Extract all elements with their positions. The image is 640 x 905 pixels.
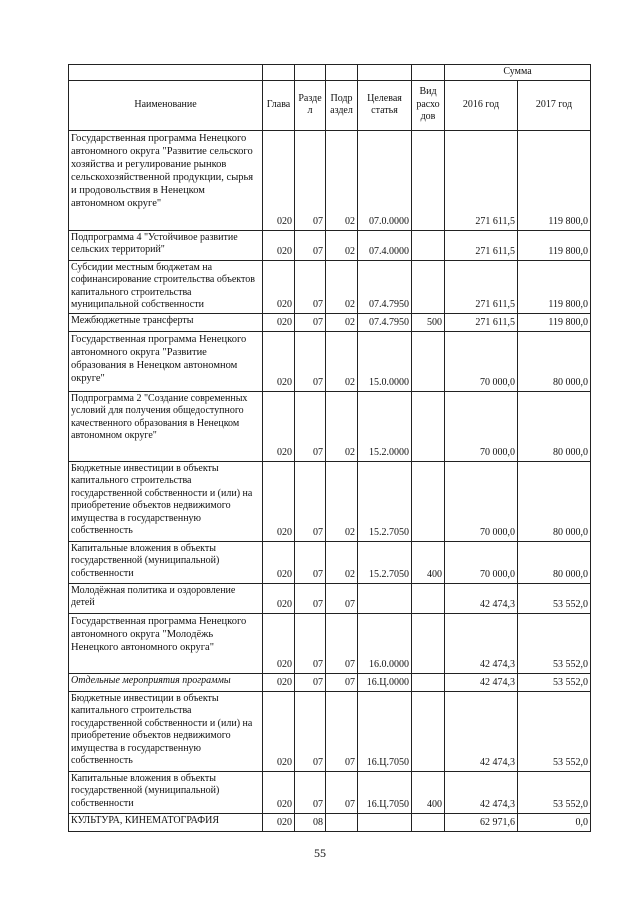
row-glava: 020 [263, 391, 295, 461]
row-podrazdel: 02 [326, 130, 358, 230]
row-2017: 53 552,0 [518, 613, 591, 673]
row-razdel: 07 [295, 260, 326, 313]
row-vid [412, 673, 445, 691]
row-podrazdel: 02 [326, 230, 358, 260]
row-glava: 020 [263, 331, 295, 391]
row-glava: 020 [263, 673, 295, 691]
row-glava: 020 [263, 613, 295, 673]
table-row [69, 691, 591, 771]
table-row [69, 813, 591, 831]
row-tselevaya: 16.Ц.7050 [358, 691, 412, 771]
row-glava: 020 [263, 313, 295, 331]
header-blank [358, 65, 412, 81]
header-row-top [69, 65, 591, 81]
table-row [69, 130, 591, 230]
row-podrazdel: 02 [326, 391, 358, 461]
row-razdel: 07 [295, 230, 326, 260]
row-name: Капитальные вложения в объекты государственной (муниципальной) собственности [69, 541, 263, 583]
row-vid [412, 613, 445, 673]
page-number: 55 [314, 846, 326, 860]
row-2017: 53 552,0 [518, 673, 591, 691]
budget-table [68, 64, 591, 832]
row-2017: 53 552,0 [518, 583, 591, 613]
row-name: Отдельные мероприятия программы [69, 673, 263, 691]
table-row [69, 331, 591, 391]
row-vid [412, 691, 445, 771]
row-razdel: 07 [295, 673, 326, 691]
row-podrazdel: 02 [326, 541, 358, 583]
row-podrazdel [326, 813, 358, 831]
row-2017: 80 000,0 [518, 391, 591, 461]
row-2016: 70 000,0 [445, 461, 518, 541]
header-podrazdel: Подр аздел [326, 80, 358, 130]
row-2017: 53 552,0 [518, 691, 591, 771]
row-name: Подпрограмма 4 "Устойчивое развитие сельских территорий" [69, 230, 263, 260]
row-razdel: 07 [295, 691, 326, 771]
row-razdel: 08 [295, 813, 326, 831]
row-name: КУЛЬТУРА, КИНЕМАТОГРАФИЯ [69, 813, 263, 831]
row-tselevaya: 07.4.0000 [358, 230, 412, 260]
row-podrazdel: 07 [326, 613, 358, 673]
row-name: Государственная программа Ненецкого автономного округа "Развитие сельского хозяйства и регулирование рынков сельскохозяйственной продукции, сырья и продовольствия в Ненецком автономном округе" [69, 130, 263, 230]
row-podrazdel: 07 [326, 691, 358, 771]
row-glava: 020 [263, 691, 295, 771]
row-tselevaya: 15.2.7050 [358, 461, 412, 541]
row-vid: 400 [412, 771, 445, 813]
header-sum: Сумма [445, 65, 591, 81]
row-tselevaya: 15.2.7050 [358, 541, 412, 583]
header-tselevaya: Целевая статья [358, 80, 412, 130]
row-podrazdel: 07 [326, 771, 358, 813]
row-name: Бюджетные инвестиции в объекты капитального строительства государственной собственности и (или) на приобретение объектов недвижимого имущества в государственную собственность [69, 461, 263, 541]
row-podrazdel: 02 [326, 461, 358, 541]
row-2016: 70 000,0 [445, 391, 518, 461]
header-razdel: Разде л [295, 80, 326, 130]
row-vid [412, 461, 445, 541]
row-podrazdel: 07 [326, 673, 358, 691]
row-2017: 80 000,0 [518, 331, 591, 391]
row-2016: 70 000,0 [445, 331, 518, 391]
row-2017: 80 000,0 [518, 461, 591, 541]
row-razdel: 07 [295, 313, 326, 331]
table-row [69, 391, 591, 461]
row-razdel: 07 [295, 130, 326, 230]
row-podrazdel: 02 [326, 313, 358, 331]
row-2016: 271 611,5 [445, 130, 518, 230]
table-row [69, 771, 591, 813]
row-tselevaya: 15.2.0000 [358, 391, 412, 461]
header-blank [326, 65, 358, 81]
row-vid [412, 230, 445, 260]
header-blank [295, 65, 326, 81]
row-vid [412, 583, 445, 613]
row-2016: 70 000,0 [445, 541, 518, 583]
row-tselevaya: 16.Ц.7050 [358, 771, 412, 813]
row-name: Субсидии местным бюджетам на софинансирование строительства объектов капитального строительства муниципальной собственности [69, 260, 263, 313]
table-row [69, 673, 591, 691]
row-2016: 42 474,3 [445, 771, 518, 813]
row-glava: 020 [263, 461, 295, 541]
header-blank [412, 65, 445, 81]
header-blank [263, 65, 295, 81]
row-2016: 271 611,5 [445, 260, 518, 313]
header-row [69, 80, 591, 130]
row-tselevaya [358, 813, 412, 831]
table-row [69, 583, 591, 613]
row-2017: 119 800,0 [518, 230, 591, 260]
row-vid: 400 [412, 541, 445, 583]
row-razdel: 07 [295, 613, 326, 673]
row-2017: 0,0 [518, 813, 591, 831]
row-glava: 020 [263, 541, 295, 583]
row-name: Подпрограмма 2 "Создание современных условий для получения общедоступного качественного образования в Ненецком автономном округе" [69, 391, 263, 461]
table-row [69, 613, 591, 673]
row-2017: 119 800,0 [518, 130, 591, 230]
table-row [69, 260, 591, 313]
row-vid [412, 391, 445, 461]
row-tselevaya: 07.4.7950 [358, 260, 412, 313]
header-vid: Вид расхо дов [412, 80, 445, 130]
row-name: Межбюджетные трансферты [69, 313, 263, 331]
row-2017: 53 552,0 [518, 771, 591, 813]
row-vid: 500 [412, 313, 445, 331]
row-razdel: 07 [295, 331, 326, 391]
row-tselevaya: 16.0.0000 [358, 613, 412, 673]
header-glava: Глава [263, 80, 295, 130]
row-2017: 119 800,0 [518, 260, 591, 313]
table-row [69, 461, 591, 541]
row-vid [412, 331, 445, 391]
row-name: Капитальные вложения в объекты государственной (муниципальной) собственности [69, 771, 263, 813]
header-name: Наименование [69, 80, 263, 130]
table-row [69, 230, 591, 260]
row-tselevaya: 07.4.7950 [358, 313, 412, 331]
row-glava: 020 [263, 130, 295, 230]
row-podrazdel: 02 [326, 260, 358, 313]
row-2016: 42 474,3 [445, 691, 518, 771]
row-razdel: 07 [295, 771, 326, 813]
row-razdel: 07 [295, 391, 326, 461]
row-glava: 020 [263, 813, 295, 831]
row-tselevaya [358, 583, 412, 613]
row-2017: 119 800,0 [518, 313, 591, 331]
row-2017: 80 000,0 [518, 541, 591, 583]
row-vid [412, 130, 445, 230]
row-2016: 271 611,5 [445, 313, 518, 331]
row-tselevaya: 15.0.0000 [358, 331, 412, 391]
row-vid [412, 813, 445, 831]
row-2016: 42 474,3 [445, 673, 518, 691]
row-2016: 271 611,5 [445, 230, 518, 260]
row-razdel: 07 [295, 541, 326, 583]
row-razdel: 07 [295, 461, 326, 541]
row-glava: 020 [263, 260, 295, 313]
header-2016: 2016 год [445, 80, 518, 130]
row-name: Молодёжная политика и оздоровление детей [69, 583, 263, 613]
row-2016: 42 474,3 [445, 613, 518, 673]
row-name: Государственная программа Ненецкого автономного округа "Развитие образования в Ненецком автономном округе" [69, 331, 263, 391]
header-blank [69, 65, 263, 81]
row-vid [412, 260, 445, 313]
row-tselevaya: 07.0.0000 [358, 130, 412, 230]
row-glava: 020 [263, 583, 295, 613]
table-row [69, 541, 591, 583]
row-podrazdel: 07 [326, 583, 358, 613]
row-name: Государственная программа Ненецкого автономного округа "Молодёжь Ненецкого автономного округа" [69, 613, 263, 673]
table-row [69, 313, 591, 331]
row-razdel: 07 [295, 583, 326, 613]
row-name: Бюджетные инвестиции в объекты капитального строительства государственной собственности и (или) на приобретение объектов недвижимого имущества в государственную собственность [69, 691, 263, 771]
row-glava: 020 [263, 771, 295, 813]
row-2016: 42 474,3 [445, 583, 518, 613]
header-2017: 2017 год [518, 80, 591, 130]
row-2016: 62 971,6 [445, 813, 518, 831]
row-podrazdel: 02 [326, 331, 358, 391]
row-tselevaya: 16.Ц.0000 [358, 673, 412, 691]
row-glava: 020 [263, 230, 295, 260]
